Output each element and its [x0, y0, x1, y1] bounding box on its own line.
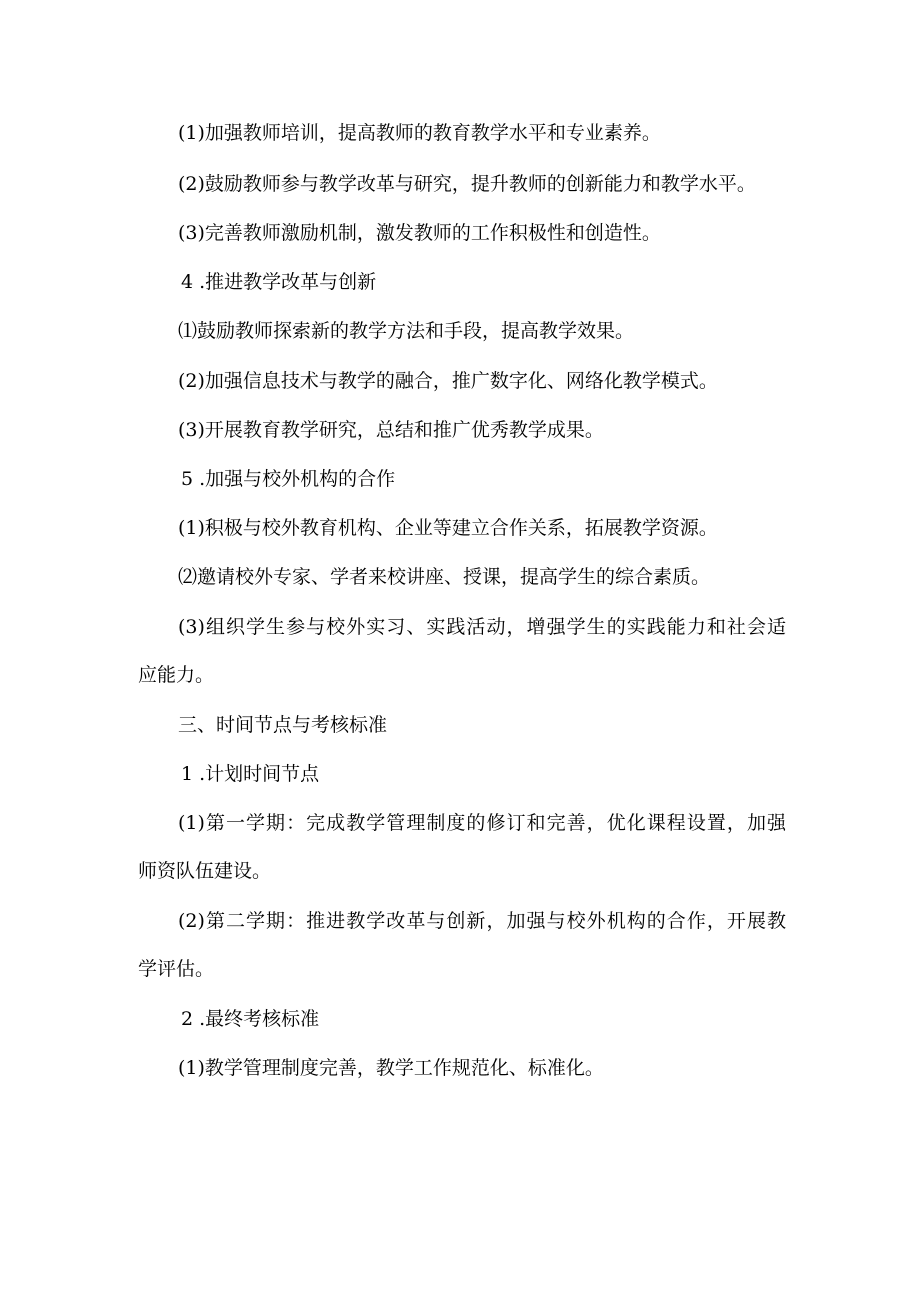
paragraph-research: (3)开展教育教学研究，总结和推广优秀教学成果。: [178, 419, 604, 441]
paragraph-experts: ⑵邀请校外专家、学者来校讲座、授课，提高学生的综合素质。: [178, 566, 711, 588]
paragraph-it-integration: (2)加强信息技术与教学的融合，推广数字化、网络化教学模式。: [178, 370, 718, 392]
paragraph-standard-1: (1)教学管理制度完善，教学工作规范化、标准化。: [178, 1057, 604, 1079]
paragraph-internship-line2: 应能力。: [138, 664, 215, 686]
section-heading-5: 5 .加强与校外机构的合作: [181, 468, 396, 490]
paragraph-cooperation: (1)积极与校外教育机构、企业等建立合作关系，拓展教学资源。: [178, 517, 718, 539]
paragraph-teacher-reform: (2)鼓励教师参与教学改革与研究，提升教师的创新能力和教学水平。: [178, 173, 756, 195]
section-heading-plan-time: 1 .计划时间节点: [181, 763, 320, 785]
paragraph-first-term-line2: 师资队伍建设。: [138, 860, 272, 882]
paragraph-second-term-line1: (2)第二学期：推进教学改革与创新，加强与校外机构的合作，开展教: [178, 910, 786, 932]
paragraph-teacher-incentive: (3)完善教师激励机制，激发教师的工作积极性和创造性。: [178, 222, 661, 244]
paragraph-new-methods: ⑴鼓励教师探索新的教学方法和手段，提高教学效果。: [178, 320, 635, 342]
paragraph-teacher-training: (1)加强教师培训，提高教师的教育教学水平和专业素养。: [178, 122, 661, 144]
paragraph-internship-line1: (3)组织学生参与校外实习、实践活动，增强学生的实践能力和社会适: [178, 616, 786, 638]
section-heading-4: 4 .推进教学改革与创新: [181, 271, 377, 293]
section-heading-assessment: 2 .最终考核标准: [181, 1008, 320, 1030]
chapter-heading-timeline: 三、时间节点与考核标准: [178, 714, 388, 736]
paragraph-second-term-line2: 学评估。: [138, 958, 215, 980]
paragraph-first-term-line1: (1)第一学期：完成教学管理制度的修订和完善，优化课程设置，加强: [178, 812, 786, 834]
